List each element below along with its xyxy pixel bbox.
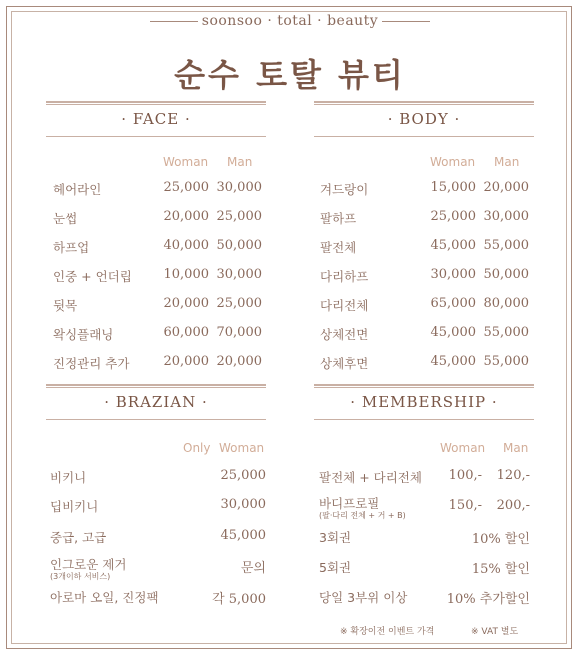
face-man-price: 30,000 (216, 180, 262, 195)
brazian-item-name: 인그로운 제거 (50, 557, 127, 572)
face-row (53, 296, 262, 316)
event-price-note: ※ 확장이전 이벤트 가격 (340, 627, 435, 637)
membership-item-name: 팔전체 + 다리전체 (319, 470, 422, 485)
face-item-name: 왁싱플래닝 (53, 327, 114, 342)
membership-row (319, 494, 530, 520)
brazian-item-name: 아로마 오일, 진정팩 (50, 590, 159, 605)
membership-row (319, 528, 530, 548)
body-item-name: 팔하프 (320, 211, 357, 226)
body-man-price: 55,000 (483, 354, 529, 369)
membership-heading: · MEMBERSHIP · (314, 384, 534, 420)
tagline-rule-left (150, 21, 198, 22)
brazian-price: 30,000 (220, 497, 266, 512)
brazian-row (50, 555, 266, 581)
body-item-name: 팔전체 (320, 240, 357, 255)
face-row (53, 354, 262, 374)
brazian-row (50, 468, 266, 488)
tagline-rule-right (382, 21, 430, 22)
face-woman-price: 20,000 (163, 354, 209, 369)
tagline-text: soonsoo · total · beauty (201, 13, 379, 29)
face-woman-price: 20,000 (163, 296, 209, 311)
body-row (320, 296, 529, 316)
face-col-woman: Woman (163, 155, 209, 169)
vat-note: ※ VAT 별도 (471, 627, 519, 637)
brazian-col-woman: Woman (219, 441, 265, 455)
face-item-name: 하프업 (53, 240, 90, 255)
brazian-price: 25,000 (220, 468, 266, 483)
body-row (320, 354, 529, 374)
membership-item-note: (팔·다리 전체 + 거 + B) (319, 511, 406, 520)
membership-discount: 10% 추가할인 (446, 592, 530, 607)
body-man-price: 80,000 (483, 296, 529, 311)
face-row (53, 209, 262, 229)
body-woman-price: 45,000 (430, 354, 476, 369)
body-man-price: 50,000 (483, 267, 529, 282)
brazian-item-name: 중급, 고급 (50, 530, 107, 545)
body-woman-price: 45,000 (430, 238, 476, 253)
face-woman-price: 20,000 (163, 209, 209, 224)
face-item-name: 눈썹 (53, 211, 78, 226)
membership-woman-price: 150,- (448, 498, 482, 513)
body-row (320, 209, 529, 229)
body-woman-price: 45,000 (430, 325, 476, 340)
face-col-man: Man (227, 155, 253, 169)
page-title: 순수 토탈 뷰티 (174, 56, 406, 94)
face-item-name: 인중 + 언더립 (53, 269, 132, 284)
body-item-name: 상체후면 (320, 356, 369, 371)
membership-row (319, 588, 530, 608)
body-woman-price: 15,000 (430, 180, 476, 195)
body-row (320, 267, 529, 287)
body-man-price: 30,000 (483, 209, 529, 224)
brazian-row (50, 588, 266, 608)
body-item-name: 겨드랑이 (320, 182, 369, 197)
body-woman-price: 65,000 (430, 296, 476, 311)
membership-item-name: 바디프로필 (319, 496, 380, 511)
body-woman-price: 25,000 (430, 209, 476, 224)
face-row (53, 180, 262, 200)
brazian-row (50, 497, 266, 517)
membership-row (319, 468, 530, 488)
membership-row (319, 558, 530, 578)
face-man-price: 70,000 (216, 325, 262, 340)
face-item-name: 헤어라인 (53, 182, 102, 197)
face-heading: · FACE · (46, 101, 266, 137)
body-row (320, 325, 529, 345)
body-col-man: Man (494, 155, 520, 169)
brazian-price: 문의 (240, 561, 266, 576)
brazian-col-only: Only (183, 441, 211, 455)
face-row (53, 267, 262, 287)
membership-man-price: 200,- (496, 498, 530, 513)
body-man-price: 20,000 (483, 180, 529, 195)
membership-discount: 15% 할인 (471, 562, 530, 577)
face-woman-price: 10,000 (163, 267, 209, 282)
body-item-name: 상체전면 (320, 327, 369, 342)
face-woman-price: 40,000 (163, 238, 209, 253)
body-woman-price: 30,000 (430, 267, 476, 282)
face-woman-price: 25,000 (163, 180, 209, 195)
membership-col-man: Man (503, 441, 529, 455)
membership-man-price: 120,- (496, 468, 530, 483)
brazian-row (50, 528, 266, 548)
brazian-item-note: (3개이하 서비스) (50, 572, 111, 581)
face-item-name: 뒷목 (53, 298, 78, 313)
body-heading: · BODY · (314, 101, 534, 137)
tagline (0, 13, 580, 29)
face-woman-price: 60,000 (163, 325, 209, 340)
face-man-price: 20,000 (216, 354, 262, 369)
face-item-name: 진정관리 추가 (53, 356, 130, 371)
brazian-item-name: 딥비키니 (50, 499, 99, 514)
body-man-price: 55,000 (483, 238, 529, 253)
brazian-heading: · BRAZIAN · (46, 384, 266, 420)
membership-woman-price: 100,- (448, 468, 482, 483)
brazian-item-name: 비키니 (50, 470, 87, 485)
body-row (320, 180, 529, 200)
face-man-price: 25,000 (216, 296, 262, 311)
brazian-price: 45,000 (220, 528, 266, 543)
body-col-woman: Woman (430, 155, 476, 169)
face-man-price: 50,000 (216, 238, 262, 253)
face-man-price: 25,000 (216, 209, 262, 224)
membership-item-name: 3회권 (319, 530, 352, 545)
face-man-price: 30,000 (216, 267, 262, 282)
body-man-price: 55,000 (483, 325, 529, 340)
membership-discount: 10% 할인 (471, 532, 530, 547)
membership-item-name: 5회권 (319, 560, 352, 575)
body-row (320, 238, 529, 258)
membership-col-woman: Woman (440, 441, 486, 455)
brazian-price: 각 5,000 (212, 592, 266, 607)
body-item-name: 다리전체 (320, 298, 369, 313)
body-item-name: 다리하프 (320, 269, 369, 284)
membership-item-name: 당일 3부위 이상 (319, 590, 408, 605)
face-row (53, 325, 262, 345)
face-row (53, 238, 262, 258)
